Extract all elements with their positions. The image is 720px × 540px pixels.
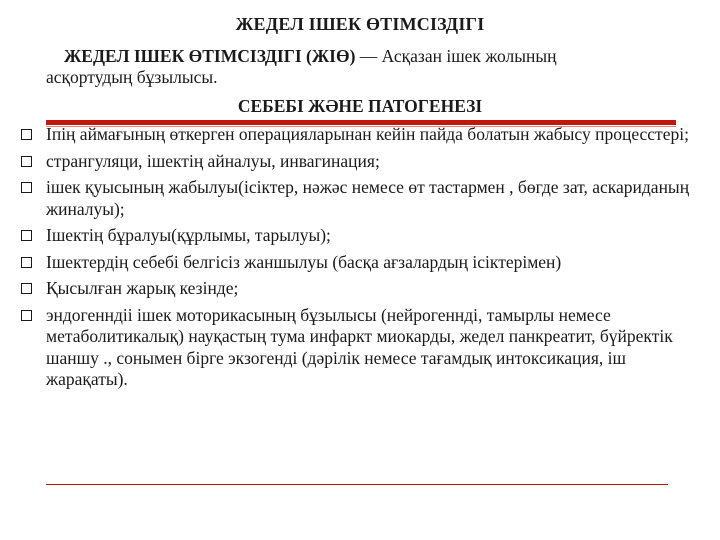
- definition-text: — Асқазан ішек жолының: [355, 46, 557, 66]
- causes-list: [18, 124, 708, 396]
- definition-line-2: асқортудың бұзылысы.: [46, 67, 218, 87]
- square-bullet-icon: [21, 283, 32, 294]
- list-item: Ішектердің себебі белгісіз жаншылуы (басқа ағзалардың ісіктерімен): [18, 252, 708, 274]
- slide-title: ЖЕДЕЛ ІШЕК ӨТІМСІЗДІГІ: [235, 14, 485, 34]
- list-item: эндогенндіі ішек моторикасының бұзылысы (нейрогенндi, тамырлы немесе метаболитикалық) науқастың тума инфаркт миокарды, жедел панкреатит, бүйректік шаншу ., сонымен бірге экзогенді (дәрілік немесе тағамдық интоксикация, іш жарақаты).: [18, 305, 708, 391]
- bottom-divider: [46, 484, 668, 485]
- list-item: ішек қуысының жабылуы(ісіктер, нәжәс немесе өт тастармен , бөгде зат, аскариданың жиналуы);: [18, 177, 708, 220]
- square-bullet-icon: [21, 129, 32, 140]
- square-bullet-icon: [21, 310, 32, 321]
- list-item: Қысылған жарық кезінде;: [18, 278, 708, 300]
- square-bullet-icon: [21, 257, 32, 268]
- square-bullet-icon: [21, 230, 32, 241]
- list-item: Іпің аймағының өткерген операцияларынан кейін пайда болатын жабысу процесстері;: [18, 124, 708, 146]
- square-bullet-icon: [21, 182, 32, 193]
- definition-line-1: [46, 46, 686, 67]
- list-item: странгуляци, ішектің айналуы, инвагинация;: [18, 151, 708, 173]
- square-bullet-icon: [21, 156, 32, 167]
- list-item: Ішектің бұралуы(құрлымы, тарылуы);: [18, 225, 708, 247]
- definition-term: ЖЕДЕЛ ІШЕК ӨТІМСІЗДІГІ (ЖІӨ): [64, 46, 356, 66]
- definition-paragraph: [46, 46, 686, 88]
- section-heading: СЕБЕБІ ЖӘНЕ ПАТОГЕНЕЗІ: [237, 96, 483, 116]
